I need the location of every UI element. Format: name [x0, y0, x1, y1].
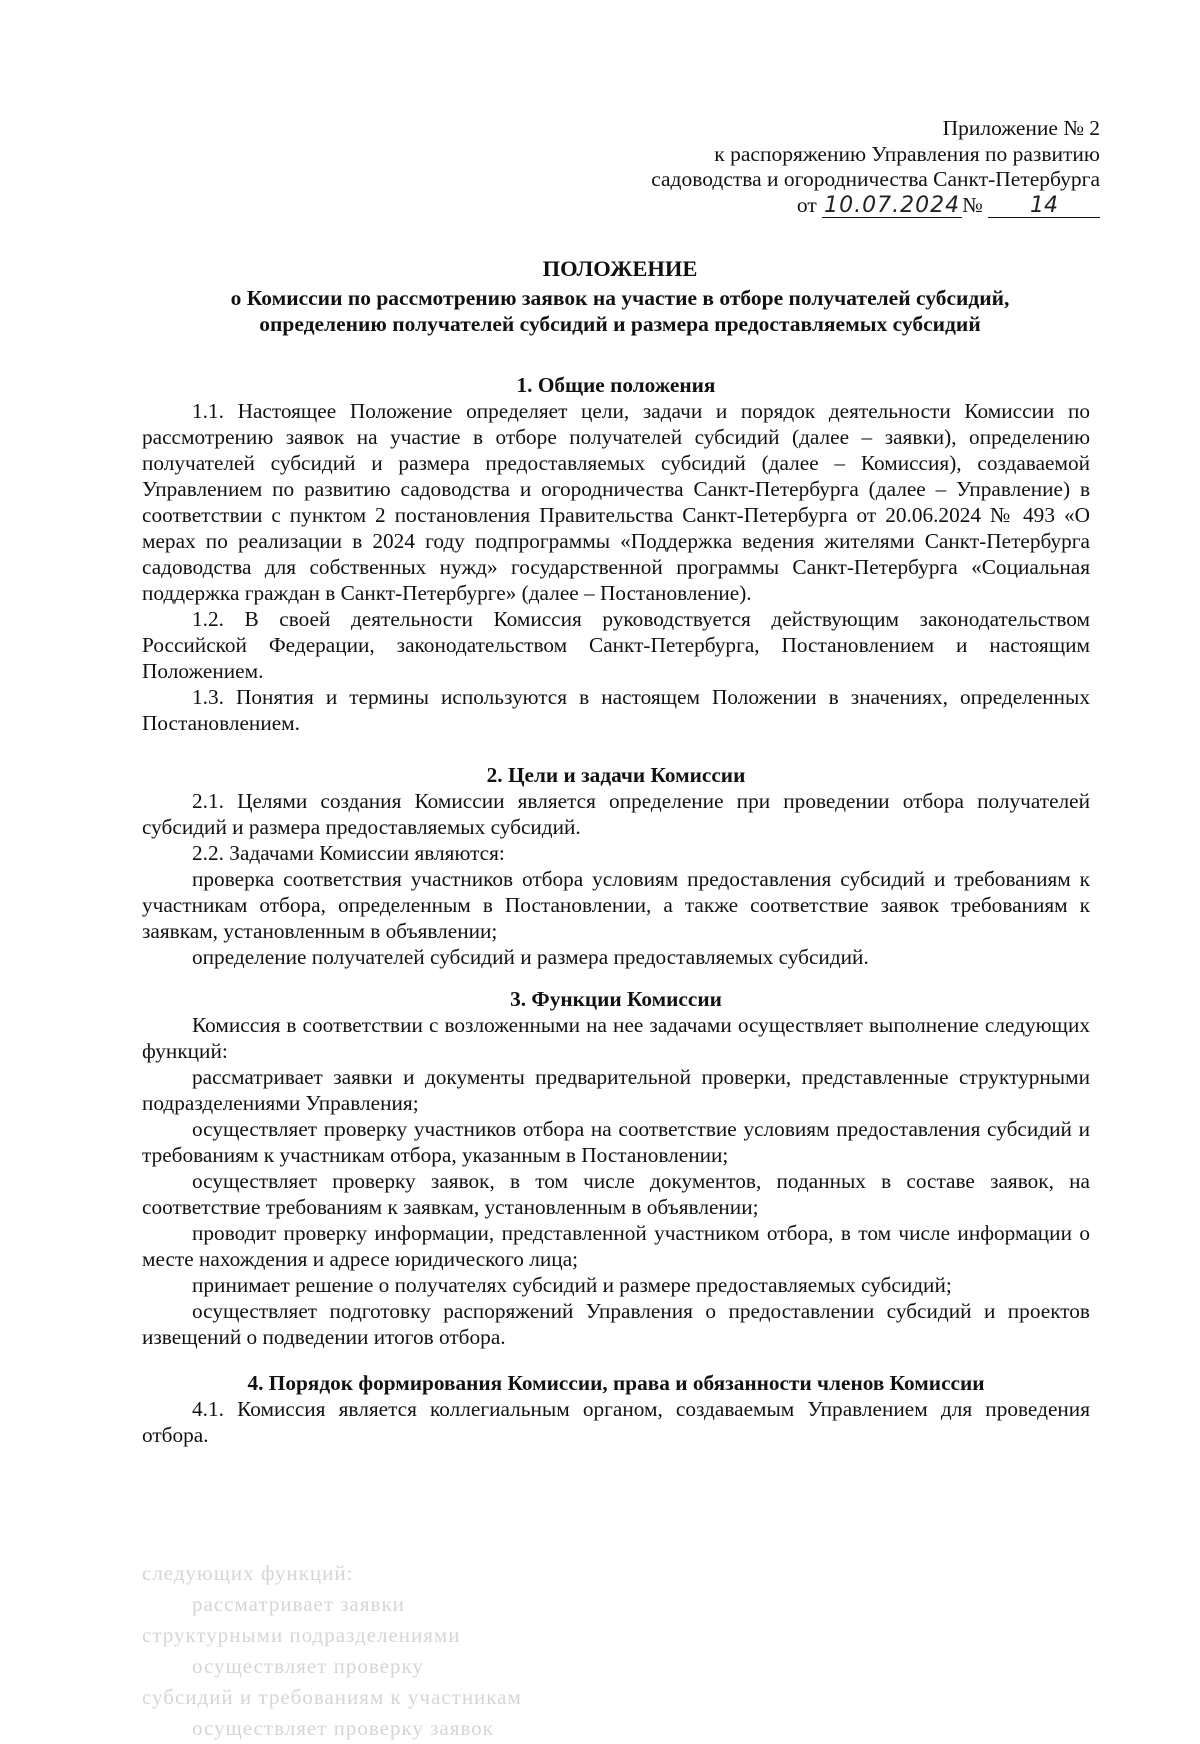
document-body — [142, 372, 1090, 1448]
paragraph-3-item-2: осуществляет проверку участников отбора на соответствие условиям предоставления субсидий и требованиям к участникам отбора, указанным в Постановлении; — [142, 1117, 1090, 1167]
paragraph-2-2-item-1: проверка соответствия участников отбора условиям предоставления субсидий и требованиям к участникам отбора, определенным в Постановлении, а также соответствие заявок требованиям к заявкам, установленным в объявлении; — [142, 867, 1090, 943]
section-4-heading: 4. Порядок формирования Комиссии, права и обязанности членов Комиссии — [247, 1371, 985, 1395]
handwritten-date: 10.07.2024 — [822, 195, 962, 218]
handwritten-number: 14 — [988, 195, 1100, 218]
show-through-line: осуществляет проверку — [192, 1654, 424, 1678]
paragraph-3-item-4: проводит проверку информации, представленной участником отбора, в том числе информации о месте нахождения и адресе юридического лица; — [142, 1221, 1090, 1271]
section-3-heading: 3. Функции Комиссии — [510, 987, 722, 1011]
title-main: ПОЛОЖЕНИЕ — [542, 256, 698, 281]
paragraph-1-1: 1.1. Настоящее Положение определяет цели, задачи и порядок деятельности Комиссии по рассмотрению заявок на участие в отборе получателей субсидий (далее – заявки), определению получателей субсидий и размера предоставляемых субсидий (далее – Комиссия), создаваемой Управлением по развитию садоводства и огородничества Санкт-Петербурга (далее – Управление) в соответствии с пунктом 2 постановления Правительства Санкт-Петербурга от 20.06.2024 № 493 «О мерах по реализации в 2024 году подпрограммы «Поддержка ведения жителями Санкт-Петербурга садоводства для собственных нужд» государственной программы Санкт-Петербурга «Социальная поддержка граждан в Санкт-Петербурге» (далее – Постановление). — [142, 399, 1090, 605]
title-subtitle-line-1: о Комиссии по рассмотрению заявок на участие в отборе получателей субсидий, — [230, 286, 1010, 310]
paragraph-3-intro: Комиссия в соответствии с возложенными на нее задачами осуществляет выполнение следующих функций: — [142, 1013, 1090, 1063]
number-label: № — [962, 192, 983, 217]
date-number-row — [540, 193, 1100, 219]
appendix-header — [540, 116, 1100, 218]
paragraph-3-item-3: осуществляет проверку заявок, в том числе документов, поданных в составе заявок, на соответствие требованиям к заявкам, установленным в объявлении; — [142, 1169, 1090, 1219]
section-2-heading: 2. Цели и задачи Комиссии — [486, 763, 746, 787]
paragraph-3-item-1: рассматривает заявки и документы предварительной проверки, представленные структурными подразделениями Управления; — [142, 1065, 1090, 1115]
document-title — [150, 256, 1090, 337]
paragraph-1-3: 1.3. Понятия и термины используются в настоящем Положении в значениях, определенных Постановлением. — [142, 685, 1090, 735]
section-1-heading: 1. Общие положения — [516, 373, 716, 397]
paragraph-4-1: 4.1. Комиссия является коллегиальным органом, создаваемым Управлением для проведения отбора. — [142, 1397, 1090, 1447]
appendix-number: Приложение № 2 — [942, 116, 1100, 140]
show-through-line: следующих функций: — [142, 1561, 354, 1585]
paragraph-2-1: 2.1. Целями создания Комиссии является определение при проведении отбора получателей субсидий и размера предоставляемых субсидий. — [142, 789, 1090, 839]
show-through-line: субсидий и требованиям к участникам — [142, 1685, 522, 1709]
order-reference-line: к распоряжению Управления по развитию — [714, 141, 1100, 166]
show-through-line: осуществляет проверку заявок — [192, 1716, 494, 1740]
paragraph-3-item-5: принимает решение о получателях субсидий и размере предоставляемых субсидий; — [192, 1273, 952, 1297]
paragraph-1-2: 1.2. В своей деятельности Комиссия руководствуется действующим законодательством Российской Федерации, законодательством Санкт-Петербурга, Постановлением и настоящим Положением. — [142, 607, 1090, 683]
paragraph-2-2: 2.2. Задачами Комиссии являются: — [192, 841, 505, 865]
from-label: от — [796, 192, 817, 217]
show-through-line: структурными подразделениями — [142, 1623, 461, 1647]
paragraph-3-item-6: осуществляет подготовку распоряжений Управления о предоставлении субсидий и проектов извещений о подведении итогов отбора. — [142, 1299, 1090, 1349]
department-name-line: садоводства и огородничества Санкт-Петербурга — [651, 167, 1100, 191]
title-subtitle-line-2: определению получателей субсидий и размера предоставляемых субсидий — [259, 312, 981, 336]
paragraph-2-2-item-2: определение получателей субсидий и размера предоставляемых субсидий. — [192, 945, 869, 969]
show-through-line: рассматривает заявки — [192, 1592, 405, 1616]
show-through-text — [142, 1558, 1090, 1744]
